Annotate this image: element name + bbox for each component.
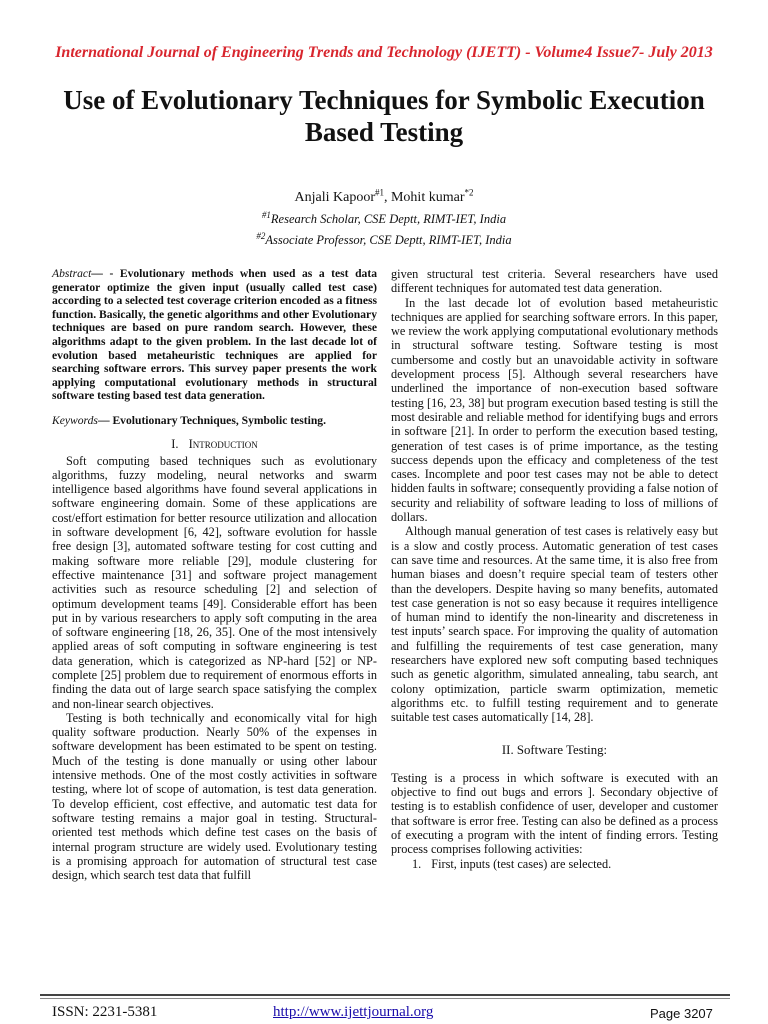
right-column xyxy=(391,267,718,871)
author-name: Mohit kumar xyxy=(390,190,465,205)
section-number: I. xyxy=(171,436,179,451)
author-line: Anjali Kapoor$^{\#1}$, Mohit kumar$^{*2}$ xyxy=(294,187,474,205)
body-paragraph: In the last decade lot of evolution based metaheuristic techniques are applied for searching software errors. In this paper, we review the work applying computational evolutionary methods in structural software testing. Software testing is most cumbersome and costly but an unavoidable activity in software development process [5]. Although several researchers have underlined the importance of non-execution based software testing [16, 23, 38] but program execution based testing is still the most desirable and reliable method for identifying bugs and errors in software [21]. In order to perform the execution based testing, generation of test cases is of prime importance, as the testing success depends upon the efficacy and completeness of the test cases. Incomplete and poor test cases may not be able to detect hidden faults in software; consequently providing a false notion of security and reliability of software leading to loss of millions of dollars. xyxy=(391,295,718,525)
page-number: Page 3207 xyxy=(650,1006,713,1021)
affiliation-text: Research Scholar, CSE Deptt, RIMT-IET, India xyxy=(270,212,507,226)
section-heading-software-testing xyxy=(391,743,718,757)
keywords xyxy=(52,414,377,428)
keywords-label: Keywords xyxy=(52,413,98,427)
affiliation xyxy=(0,230,768,248)
issn: ISSN: 2231-5381 xyxy=(52,1004,158,1020)
section-title: Introduction xyxy=(188,436,258,451)
list-item xyxy=(412,857,718,871)
body-paragraph: Testing is both technically and economically vital for high quality software production. Nearly 50% of the expenses in software development has been estimated to be spent on testing. Much of the testing is done manually or using other labour intensive methods. One of the most costly activities in software testing, where lot of scope of automation, is test data generation. To develop efficient, cost effective, and automatic test data for software testing remains a major goal in testing. Structural-oriented test methods which define test cases on the basis of internal program structure are widely used. Evolutionary testing is a promising approach for automation of structural test case design, which search test data that fulfill xyxy=(52,710,377,883)
left-column xyxy=(52,267,377,882)
journal-header: International Journal of Engineering Trends and Technology (IJETT) - Volume4 Issue7- July 2013 xyxy=(55,44,713,61)
affiliation-sup: #1 xyxy=(261,209,271,220)
author-sup: #1 xyxy=(374,187,384,198)
section-number: II. xyxy=(501,742,514,757)
affiliation xyxy=(0,209,768,227)
author-name: Anjali Kapoor xyxy=(294,190,375,205)
body-paragraph: Testing is a process in which software is executed with an objective to find out bugs and errors ]. Secondary objective of testing is to establish confidence of user, developer and customer that software is error free. Testing can also be defined as a process of executing a program with the intent of finding errors. Testing process comprises following activities: xyxy=(391,770,718,857)
affiliation-sup: #2 xyxy=(256,230,266,241)
list-text: First, inputs (test cases) are selected. xyxy=(431,856,612,871)
keywords-text: — Evolutionary Techniques, Symbolic testing. xyxy=(97,413,327,427)
journal-link[interactable]: http://www.ijettjournal.org xyxy=(273,1004,434,1020)
body-paragraph: Soft computing based techniques such as evolutionary algorithms, fuzzy modeling, neural networks and swarm intelligence based algorithms have found several applications in software engineering domain. Some of these applications are cost/effort estimation for better resource utilization and allocation in software development [6, 42], software evolution for hassle free design [3], automated software testing for cost cutting and making software more reliable [29], module clustering for effective maintenance [31] and software project management activities such as resource scheduling [2] and selection of optimum development teams [49]. Considerable effort has been put in by various researchers to apply soft computing in the area of software engineering [18, 26, 35]. One of the most intensively applied areas of soft computing in software engineering is test data generation, which is categorized as NP-hard [52] or NP-complete [25] problem due to requirement of enormous efforts in finding the data out of large search space satisfying the complex and non-linear search objectives. xyxy=(52,453,377,711)
body-paragraph: given structural test criteria. Several researchers have used different techniques for automated test data generation. xyxy=(391,267,718,296)
section-title: Software Testing: xyxy=(516,742,608,757)
author-sup: *2 xyxy=(464,187,474,198)
list-number: 1. xyxy=(412,856,422,871)
section-heading-introduction xyxy=(52,437,377,452)
affiliation-text: Associate Professor, CSE Deptt, RIMT-IET, India xyxy=(265,233,512,247)
footer-divider xyxy=(40,998,730,999)
abstract xyxy=(52,267,377,403)
paper-title: Use of Evolutionary Techniques for Symbolic Execution Based Testing xyxy=(63,85,705,147)
footer-divider xyxy=(40,994,730,996)
abstract-label: Abstract xyxy=(52,267,92,280)
abstract-text: — - Evolutionary methods when used as a test data generator optimize the given input (usually called test case) according to a selected test coverage criterion encoded as a fitness function. Basically, the genetic algorithms and other Evolutionary techniques are based on pure random search. However, these algorithms adapt to the given problem. In the last decade lot of evolution based metaheuristic techniques are applied for searching software errors. This survey paper presents the work applying computational evolutionary methods in structural software testing based test data generation. xyxy=(52,267,377,403)
body-paragraph: Although manual generation of test cases is relatively easy but is a slow and costly process. Automatic generation of test cases can save time and resources. At the same time, it is also free from human biases and doesn’t require special team of testers other than the developers. Despite having so many benefits, automated test case generation is not so easy because it requires intelligence of human mind to identify the non-linearity and discreteness in test inputs’ search space. For improving the quality of automation and fulfilling the requirements of test case generation, many researchers have explored new soft computing based techniques such as genetic algorithm, simulated annealing, tabu search, ant colony optimization, particle swarm optimization, memetic algorithms etc. to fulfill testing requirement and to generate suitable test cases automatically [14, 28]. xyxy=(391,524,718,725)
